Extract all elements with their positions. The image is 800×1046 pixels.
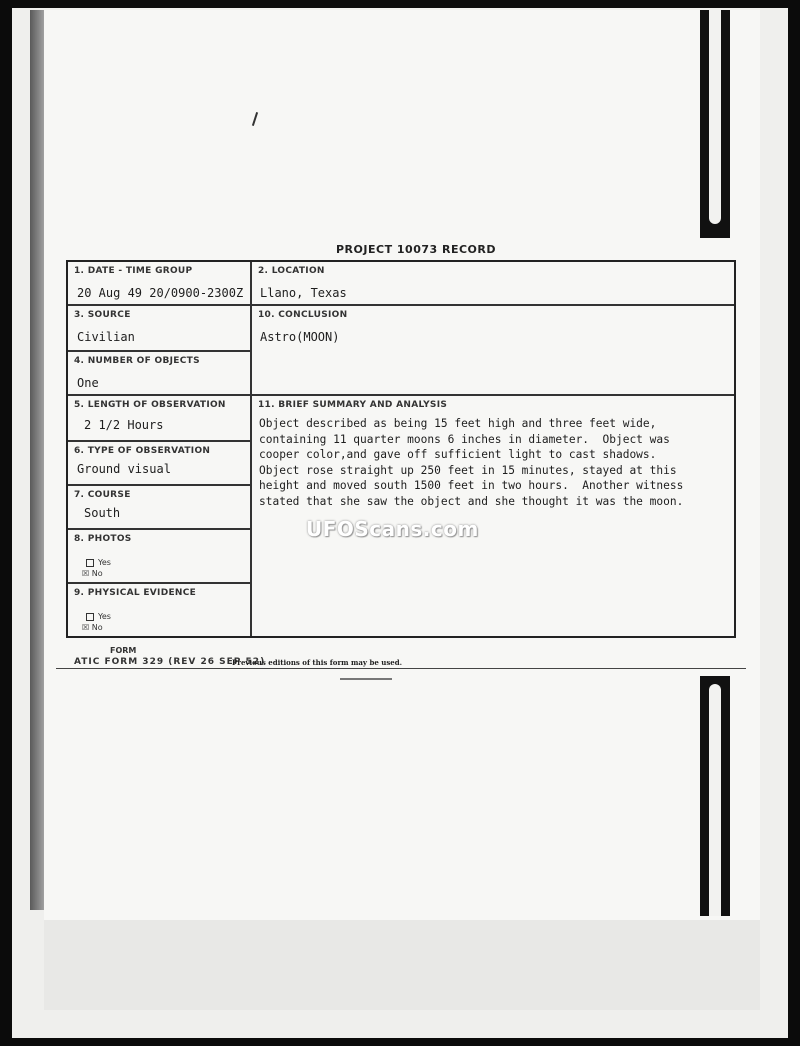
summary-label: 11. BRIEF SUMMARY AND ANALYSIS — [258, 400, 448, 410]
location-label: 2. LOCATION — [258, 266, 325, 276]
physical-evidence-yes-option: Yes — [86, 612, 111, 621]
course-cell — [68, 486, 250, 528]
scan-edge-shadow — [30, 10, 44, 910]
summary-cell — [252, 396, 734, 636]
summary-text: Object described as being 15 feet high and three feet wide, containing 11 quarter moons 6 inches in diameter. Object was cooper color,and gave off sufficient light to cast shadows. Object rose straight up 250 feet in 15 minutes, stayed at this height and moved south 1500 feet in two hours. Another witness stated that she saw the object and she thought it was the moon. — [259, 417, 684, 508]
film-perforation-bottom — [700, 676, 730, 916]
footer-note: Previous editions of this form may be used. — [232, 658, 403, 667]
course-label: 7. COURSE — [74, 490, 131, 500]
physical-evidence-cell — [68, 584, 250, 636]
footer-divider — [56, 668, 746, 669]
date-time-group-cell — [68, 262, 250, 304]
photos-label: 8. PHOTOS — [74, 534, 132, 544]
checkbox-icon — [86, 613, 94, 621]
checkbox-icon — [86, 559, 94, 567]
type-of-observation-cell — [68, 442, 250, 484]
number-of-objects-value: One — [77, 376, 99, 390]
length-of-observation-value: 2 1/2 Hours — [84, 418, 164, 432]
photos-no-option: ☒ No — [82, 569, 103, 578]
watermark: UFOScans.com — [306, 517, 479, 541]
film-perforation-top — [700, 10, 730, 238]
physical-evidence-no-option: ☒ No — [82, 623, 103, 632]
page-bottom-margin — [44, 920, 760, 1010]
location-value: Llano, Texas — [260, 286, 347, 300]
conclusion-label: 10. CONCLUSION — [258, 310, 348, 320]
conclusion-cell — [252, 306, 734, 394]
course-value: South — [84, 506, 121, 520]
length-of-observation-label: 5. LENGTH OF OBSERVATION — [74, 400, 226, 410]
location-cell — [252, 262, 734, 304]
source-value: Civilian — [77, 330, 135, 344]
type-of-observation-label: 6. TYPE OF OBSERVATION — [74, 446, 211, 456]
photos-cell — [68, 530, 250, 582]
record-form — [66, 260, 736, 638]
footer-stub-mark — [340, 678, 392, 680]
conclusion-value: Astro(MOON) — [260, 330, 340, 344]
source-cell — [68, 306, 250, 350]
photos-yes-option: Yes — [86, 558, 111, 567]
date-time-group-label: 1. DATE - TIME GROUP — [74, 266, 193, 276]
source-label: 3. SOURCE — [74, 310, 131, 320]
footer-form-code: ATIC FORM 329 (REV 26 SEP 52) — [74, 657, 266, 667]
type-of-observation-value: Ground visual — [77, 462, 171, 476]
physical-evidence-label: 9. PHYSICAL EVIDENCE — [74, 588, 197, 598]
form-title: PROJECT 10073 RECORD — [336, 243, 497, 256]
footer-form-word: FORM — [110, 646, 137, 655]
date-time-group-value: 20 Aug 49 20/0900-2300Z — [77, 286, 244, 300]
number-of-objects-cell — [68, 352, 250, 394]
length-of-observation-cell — [68, 396, 250, 440]
number-of-objects-label: 4. NUMBER OF OBJECTS — [74, 356, 200, 366]
